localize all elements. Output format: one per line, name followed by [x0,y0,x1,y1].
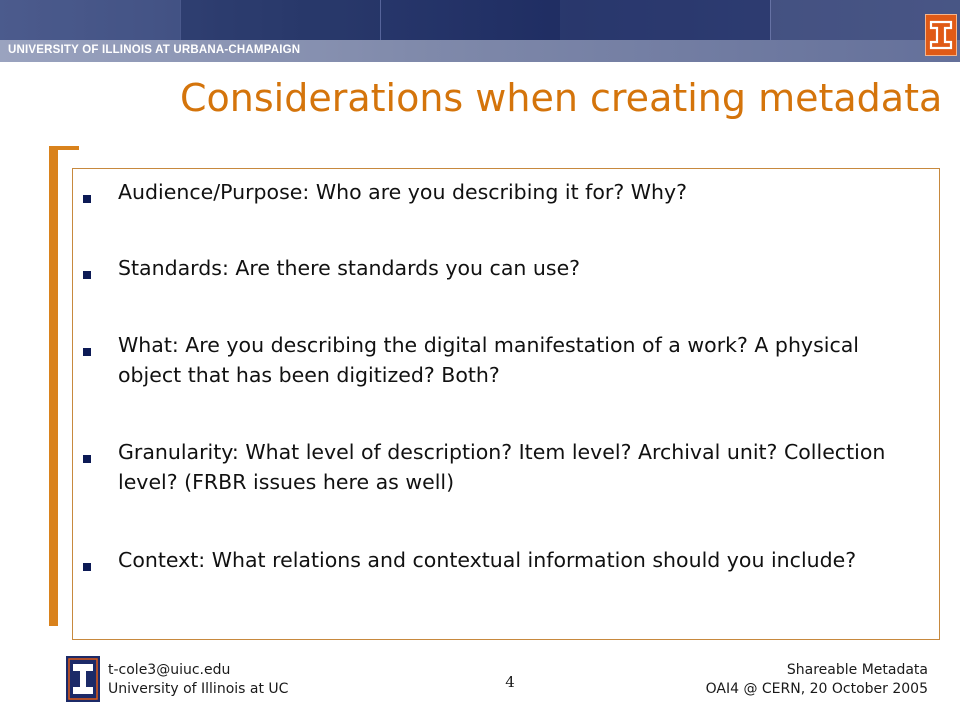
banner-panel [0,0,181,40]
bullet-text: Audience/Purpose: Who are you describing it for? Why? [118,180,688,204]
bullet-square-icon [83,195,91,203]
footer-author [108,661,288,699]
illinois-block-i-icon [925,14,957,56]
bullet-square-icon [83,348,91,356]
left-accent-bar [49,146,58,626]
footer-talk-title: Shareable Metadata [786,662,928,678]
institution-name: UNIVERSITY OF ILLINOIS AT URBANA-CHAMPAIGN [8,44,301,56]
content-box [72,168,940,640]
top-accent-bar [49,146,79,150]
bullet-text: Granularity: What level of description? Item level? Archival unit? Collection level? (FRBR issues here as well) [118,440,886,494]
bullet-square-icon [83,455,91,463]
banner-panel [560,0,771,40]
bullet-text: Context: What relations and contextual information should you include? [118,548,857,572]
footer-affiliation: University of Illinois at UC [108,681,289,697]
slide-title: Considerations when creating metadata [180,76,943,120]
footer-logo-icon [66,656,100,702]
footer-email: t-cole3@uiuc.edu [108,662,231,678]
bullet-text: Standards: Are there standards you can use? [118,256,581,280]
banner-panel [180,0,381,40]
bullet-text: What: Are you describing the digital manifestation of a work? A physical object that has been digitized? Both? [118,333,859,387]
header-banner [0,0,960,62]
page-number: 4 [505,673,515,691]
footer-talk-info [706,661,928,699]
footer-event: OAI4 @ CERN, 20 October 2005 [705,681,928,697]
bullet-square-icon [83,563,91,571]
bullet-square-icon [83,271,91,279]
